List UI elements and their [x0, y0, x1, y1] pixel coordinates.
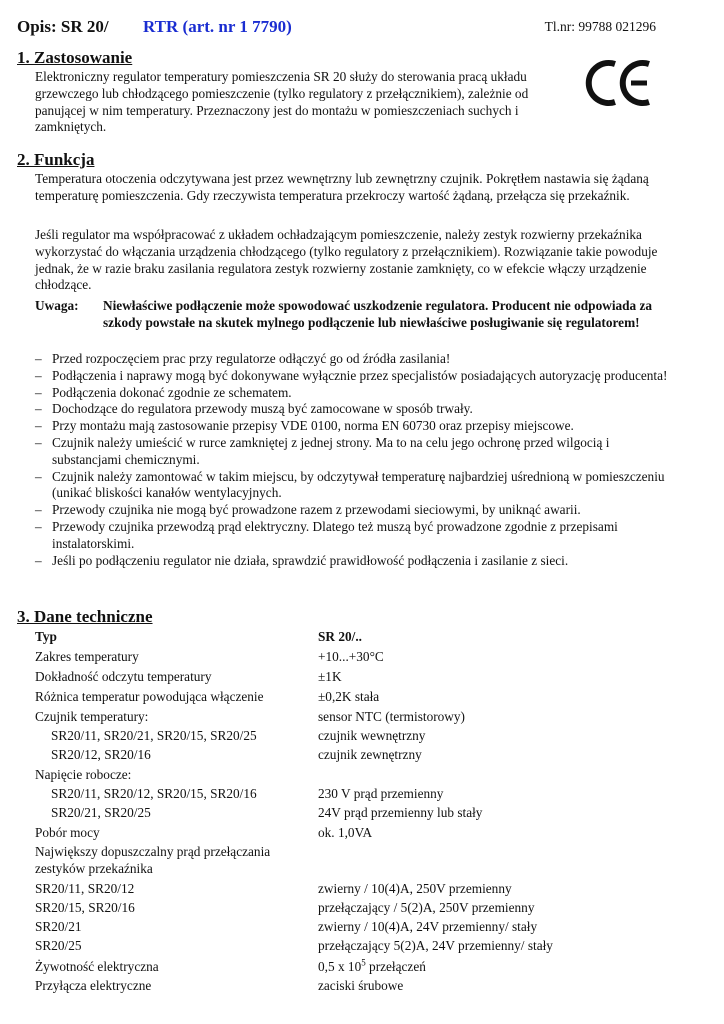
spec-value: 24V prąd przemienny lub stały: [318, 805, 483, 820]
spec-label: Największy dopuszczalny prąd przełączania zestyków przekaźnika: [35, 844, 271, 876]
dash-icon: –: [35, 518, 42, 534]
spec-label: SR20/11, SR20/21, SR20/15, SR20/25: [51, 728, 257, 743]
spec-label: SR20/12, SR20/16: [51, 747, 151, 762]
ce-mark-icon: [585, 58, 653, 108]
spec-label: SR20/15, SR20/16: [35, 900, 135, 915]
dash-icon: –: [35, 434, 42, 450]
spec-value: ±1K: [318, 669, 342, 684]
header-opis: Opis: SR 20/: [17, 17, 109, 36]
list-item: – Czujnik należy umieścić w rurce zamkniętej z jednej strony. Ma to na celu jego ochronę przed wilgocią i substancjami chemicznymi.: [35, 434, 610, 467]
exponent: 5: [361, 957, 366, 968]
section-2-paragraph-2: Jeśli regulator ma współpracować z układem ochładzającym pomieszczenie, należy zestyk rozwierny przekaźnika wykorzystać do włączania urządzenia chłodzącego (tylko regulatory z przełącznikiem). Rozwiązanie takie powoduje jednak, że w razie braku zasilania regulatora zestyk rozwierny zostanie zamknięty, co w efekcie włączy urządzenie chłodzące.: [35, 227, 658, 293]
dash-icon: –: [35, 552, 42, 568]
spec-value: czujnik wewnętrzny: [318, 728, 426, 743]
section-2-paragraph-1: Temperatura otoczenia odczytywana jest przez wewnętrzny lub zewnętrzny czujnik. Pokrętłem nastawia się żądaną temperaturę pomieszczenia. Gdy rzeczywista temperatura przekroczy wartość żądaną, przełącza się przekaźnik.: [35, 171, 649, 203]
spec-label: Dokładność odczytu temperatury: [35, 669, 212, 684]
dash-icon: –: [35, 384, 42, 400]
spec-value: 230 V prąd przemienny: [318, 786, 444, 801]
dash-icon: –: [35, 401, 42, 417]
header-tel-number: Tl.nr: 99788 021296: [544, 19, 656, 34]
header-article-number: RTR (art. nr 1 7790): [143, 17, 292, 36]
section-1-heading: 1. Zastosowanie: [17, 48, 133, 67]
list-item: – Jeśli po podłączeniu regulator nie działa, sprawdzić prawidłowość podłączenia i zasilanie z sieci.: [35, 552, 569, 568]
spec-label: Czujnik temperatury:: [35, 709, 149, 724]
spec-label: Różnica temperatur powodująca włączenie: [35, 689, 264, 704]
warning-label: Uwaga:: [35, 298, 79, 313]
spec-value: zaciski śrubowe: [318, 978, 404, 993]
spec-label: Zakres temperatury: [35, 649, 139, 664]
dash-icon: –: [35, 351, 42, 366]
list-item: – Podłączenia i naprawy mogą być dokonywane wyłącznie przez specjalistów posiadających autoryzację producenta!: [35, 367, 668, 383]
section-1-text: Elektroniczny regulator temperatury pomieszczenia SR 20 służy do sterowania pracą układu grzewczego lub chłodzącego pomieszczenie (tylko regulatory z przełącznikiem), zależnie od panującej w nim temperatury. Przeznaczony jest do montażu w pomieszczeniach suchych i zamkniętych.: [35, 69, 529, 135]
spec-label: SR20/11, SR20/12: [35, 881, 135, 896]
list-item: – Podłączenia dokonać zgodnie ze schematem.: [35, 384, 292, 400]
spec-value: 0,5 x $10^5$ przełączeń: [318, 957, 426, 974]
spec-label: Pobór mocy: [35, 825, 100, 840]
spec-value: czujnik zewnętrzny: [318, 747, 422, 762]
spec-label: Przyłącza elektryczne: [35, 978, 152, 993]
list-item: – Przy montażu mają zastosowanie przepisy VDE 0100, norma EN 60730 oraz przepisy miejscowe.: [35, 418, 574, 434]
section-2-heading: 2. Funkcja: [17, 150, 95, 169]
dash-icon: –: [35, 367, 42, 383]
spec-label: SR20/25: [35, 938, 82, 953]
warning-text: Niewłaściwe podłączenie może spowodować uszkodzenie regulatora. Producent nie odpowiada za szkody powstałe na skutek mylnego podłączenie lub niewłaściwe posługiwanie się regulatorem!: [103, 298, 653, 330]
dash-icon: –: [35, 502, 42, 518]
list-item: – Przewody czujnika nie mogą być prowadzone razem z przewodami sieciowymi, by uniknąć awarii.: [35, 502, 581, 518]
section-3-heading: 3. Dane techniczne: [17, 607, 153, 626]
spec-value: przełączający / 5(2)A, 250V przemienny: [318, 900, 535, 915]
spec-label: Typ: [35, 629, 57, 644]
list-item: – Przewody czujnika przewodzą prąd elektryczny. Dlatego też muszą być prowadzone zgodnie z przepisami instalatorskimi.: [35, 518, 618, 551]
spec-value: sensor NTC (termistorowy): [318, 709, 465, 724]
spec-value: +10...+30°C: [318, 649, 384, 664]
spec-value: zwierny / 10(4)A, 24V przemienny/ stały: [318, 919, 538, 934]
spec-value: ±0,2K stała: [318, 689, 380, 704]
spec-label: Napięcie robocze:: [35, 767, 132, 782]
spec-label: SR20/11, SR20/12, SR20/15, SR20/16: [51, 786, 257, 801]
document-header: [17, 17, 656, 41]
spec-value: ok. 1,0VA: [318, 825, 373, 840]
dash-icon: –: [35, 468, 42, 484]
spec-value: SR 20/..: [318, 629, 362, 644]
list-item: – Przed rozpoczęciem prac przy regulatorze odłączyć go od źródła zasilania!: [35, 351, 451, 366]
safety-bullet-list: [35, 351, 680, 569]
spec-label: Żywotność elektryczna: [35, 959, 159, 974]
spec-label: SR20/21: [35, 919, 82, 934]
spec-label: SR20/21, SR20/25: [51, 805, 151, 820]
spec-value: przełączający 5(2)A, 24V przemienny/ stały: [318, 938, 553, 953]
list-item: – Czujnik należy zamontować w takim miejscu, by odczytywał temperaturę najbardziej uśrednioną w pomieszczeniu (unikać bliskości kanałów wentylacyjnych.: [35, 468, 665, 501]
list-item: – Dochodzące do regulatora przewody muszą być zamocowane w sposób trwały.: [35, 401, 473, 417]
spec-value: zwierny / 10(4)A, 250V przemienny: [318, 881, 512, 896]
dash-icon: –: [35, 418, 42, 434]
